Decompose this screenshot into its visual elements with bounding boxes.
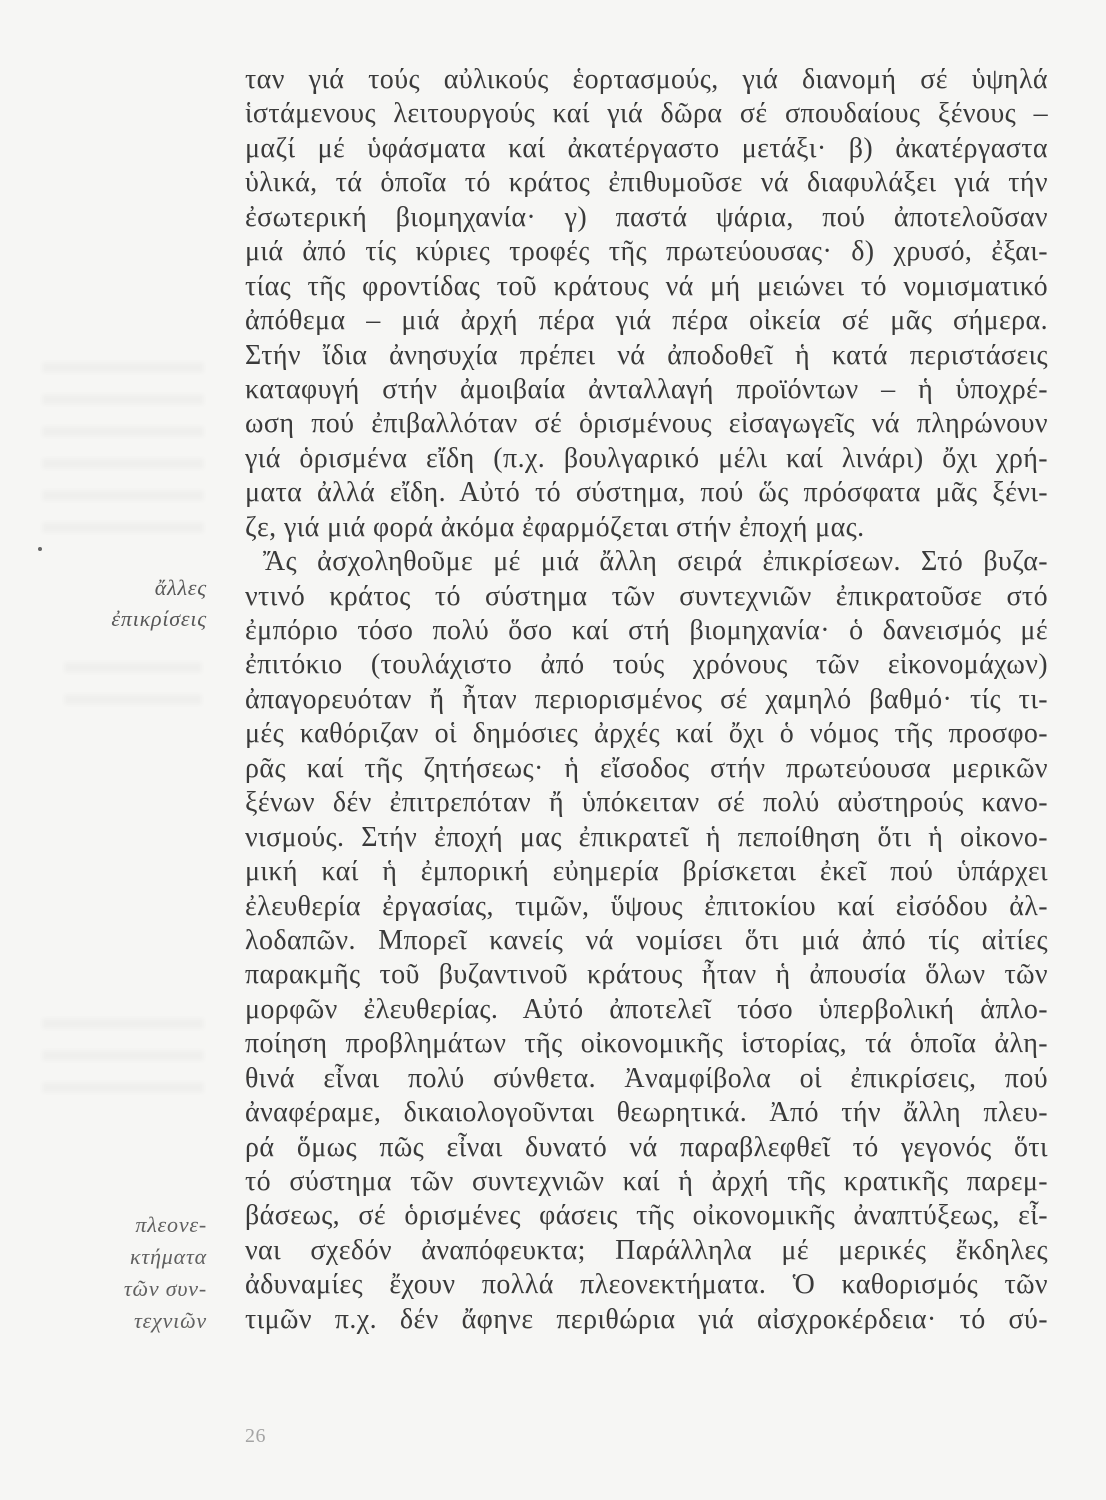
text-line: ἐλευθερία ἐργασίας, τιμῶν, ὕψους ἐπιτοκίου καί εἰσόδου ἀλ-: [245, 890, 1048, 922]
text-line: ρά ὅμως πῶς εἶναι δυνατό νά παραβλεφθεῖ τό γεγονός ὅτι: [245, 1131, 1048, 1163]
text-line: ποίηση προβλημάτων τῆς οἰκονομικῆς ἱστορίας, τά ὁποῖα ἀλη-: [245, 1028, 1048, 1060]
text-line: ζε, γιά μιά φορά ἀκόμα ἐφαρμόζεται στήν ἐποχή μας.: [245, 511, 865, 543]
margin-note-line: πλεονε-: [135, 1212, 207, 1237]
text-line: λοδαπῶν. Μπορεῖ κανείς νά νομίσει ὅτι μιά ἀπό τίς αἰτίες: [245, 924, 1048, 956]
text-line: θινά εἶναι πολύ σύνθετα. Ἀναμφίβολα οἱ ἐπικρίσεις, πού: [245, 1062, 1048, 1094]
text-line: Ἄς ἀσχοληθοῦμε μέ μιά ἄλλη σειρά ἐπικρίσεων. Στό βυζα-: [263, 546, 1048, 578]
text-line: τίας τῆς φροντίδας τοῦ κράτους νά μή μειώνει τό νομισματικό: [245, 270, 1048, 302]
text-line: ταν γιά τούς αὐλικούς ἑορτασμούς, γιά διανομή σέ ὑψηλά: [245, 64, 1048, 95]
text-line: τιμῶν π.χ. δέν ἄφηνε περιθώρια γιά αἰσχροκέρδεια· τό σύ-: [245, 1303, 1048, 1335]
text-line: ωση πού ἐπιβαλλόταν σέ ὁρισμένους εἰσαγωγεῖς νά πληρώνουν: [245, 408, 1048, 440]
bleed-through-smudge: [64, 662, 202, 714]
margin-note-guild-advantages: [50, 1209, 207, 1337]
page-number: 26: [245, 1425, 266, 1447]
text-line: ματα ἀλλά εἴδη. Αὐτό τό σύστημα, πού ὥς πρόσφατα μᾶς ξένι-: [245, 477, 1048, 509]
margin-note-line: ἐπικρίσεις: [111, 606, 207, 631]
text-line: καταφυγή στήν ἀμοιβαία ἀνταλλαγή προϊόντων – ἡ ὑποχρέ-: [245, 373, 1048, 405]
text-line: μική καί ἡ ἐμπορική εὐημερία βρίσκεται ἐκεῖ πού ὑπάρχει: [245, 856, 1048, 888]
text-line: ἀναφέραμε, δικαιολογοῦνται θεωρητικά. Ἀπό τήν ἄλλη πλευ-: [245, 1097, 1048, 1129]
text-line: μορφῶν ἐλευθερίας. Αὐτό ἀποτελεῖ τόσο ὑπερβολική ἁπλο-: [245, 993, 1048, 1025]
text-line: Στήν ἴδια ἀνησυχία πρέπει νά ἀποδοθεῖ ἡ κατά περιστάσεις: [245, 339, 1048, 371]
margin-note-line: τῶν συν-: [123, 1276, 207, 1301]
margin-note-line: ἄλλες: [154, 575, 207, 600]
text-line: ὑλικά, τά ὁποῖα τό κράτος ἐπιθυμοῦσε νά διαφυλάξει γιά τήν: [245, 167, 1048, 199]
text-line: παρακμῆς τοῦ βυζαντινοῦ κράτους ἦταν ἡ ἀπουσία ὅλων τῶν: [245, 959, 1048, 991]
main-text-column: [245, 63, 1048, 1337]
text-line: ρᾶς καί τῆς ζητήσεως· ἡ εἴσοδος στήν πρωτεύουσα μερικῶν: [245, 752, 1048, 784]
text-line: ἐσωτερική βιομηχανία· γ) παστά ψάρια, πού ἀποτελοῦσαν: [245, 201, 1048, 233]
text-line: τό σύστημα τῶν συντεχνιῶν καί ἡ ἀρχή τῆς κρατικῆς παρεμ-: [245, 1166, 1048, 1197]
text-line: νισμούς. Στήν ἐποχή μας ἐπικρατεῖ ἡ πεποίθηση ὅτι ἡ οἰκονο-: [245, 821, 1048, 853]
text-line: ἀπαγορευόταν ἤ ἦταν περιορισμένος σέ χαμηλό βαθμό· τίς τι-: [245, 683, 1048, 715]
text-line: μές καθόριζαν οἱ δημόσιες ἀρχές καί ὄχι ὁ νόμος τῆς προσφο-: [245, 718, 1048, 750]
text-line: ξένων δέν ἐπιτρεπόταν ἤ ὑπόκειταν σέ πολύ αὐστηρούς κανο-: [245, 787, 1048, 819]
bleed-through-smudge: [42, 1018, 204, 1102]
text-line: μαζί μέ ὑφάσματα καί ἀκατέργαστο μετάξι· β) ἀκατέργαστα: [245, 132, 1048, 164]
paragraph: [245, 545, 1048, 1337]
text-line: ἱστάμενους λειτουργούς καί γιά δῶρα σέ σπουδαίους ξένους –: [245, 98, 1048, 130]
bleed-through-smudge: [42, 362, 204, 534]
text-line: ἀπόθεμα – μιά ἀρχή πέρα γιά πέρα οἰκεία σέ μᾶς σήμερα.: [245, 305, 1048, 337]
text-line: ἀδυναμίες ἔχουν πολλά πλεονεκτήματα. Ὁ καθορισμός τῶν: [245, 1269, 1048, 1301]
text-line: ναι σχεδόν ἀναπόφευκτα; Παράλληλα μέ μερικές ἔκδηλες: [245, 1234, 1048, 1266]
text-line: μιά ἀπό τίς κύριες τροφές τῆς πρωτεύουσας· δ) χρυσό, ἐξαι-: [245, 236, 1048, 268]
paragraph: [245, 63, 1048, 545]
text-line: ἐπιτόκιο (τουλάχιστο ἀπό τούς χρόνους τῶν εἰκονομάχων): [245, 649, 1048, 681]
text-line: ἐμπόριο τόσο πολύ ὅσο καί στή βιομηχανία· ὁ δανεισμός μέ: [245, 615, 1048, 646]
text-line: βάσεως, σέ ὁρισμένες φάσεις τῆς οἰκονομικῆς ἀναπτύξεως, εἶ-: [245, 1200, 1048, 1232]
text-line: ντινό κράτος τό σύστημα τῶν συντεχνιῶν ἐπικρατοῦσε στό: [245, 580, 1048, 612]
margin-note-other-criticisms: [50, 572, 207, 634]
ink-speck: [38, 547, 42, 551]
margin-note-line: τεχνιῶν: [134, 1308, 207, 1333]
margin-note-line: κτήματα: [130, 1244, 207, 1269]
text-line: γιά ὁρισμένα εἴδη (π.χ. βουλγαρικό μέλι καί λινάρι) ὄχι χρή-: [245, 442, 1048, 474]
